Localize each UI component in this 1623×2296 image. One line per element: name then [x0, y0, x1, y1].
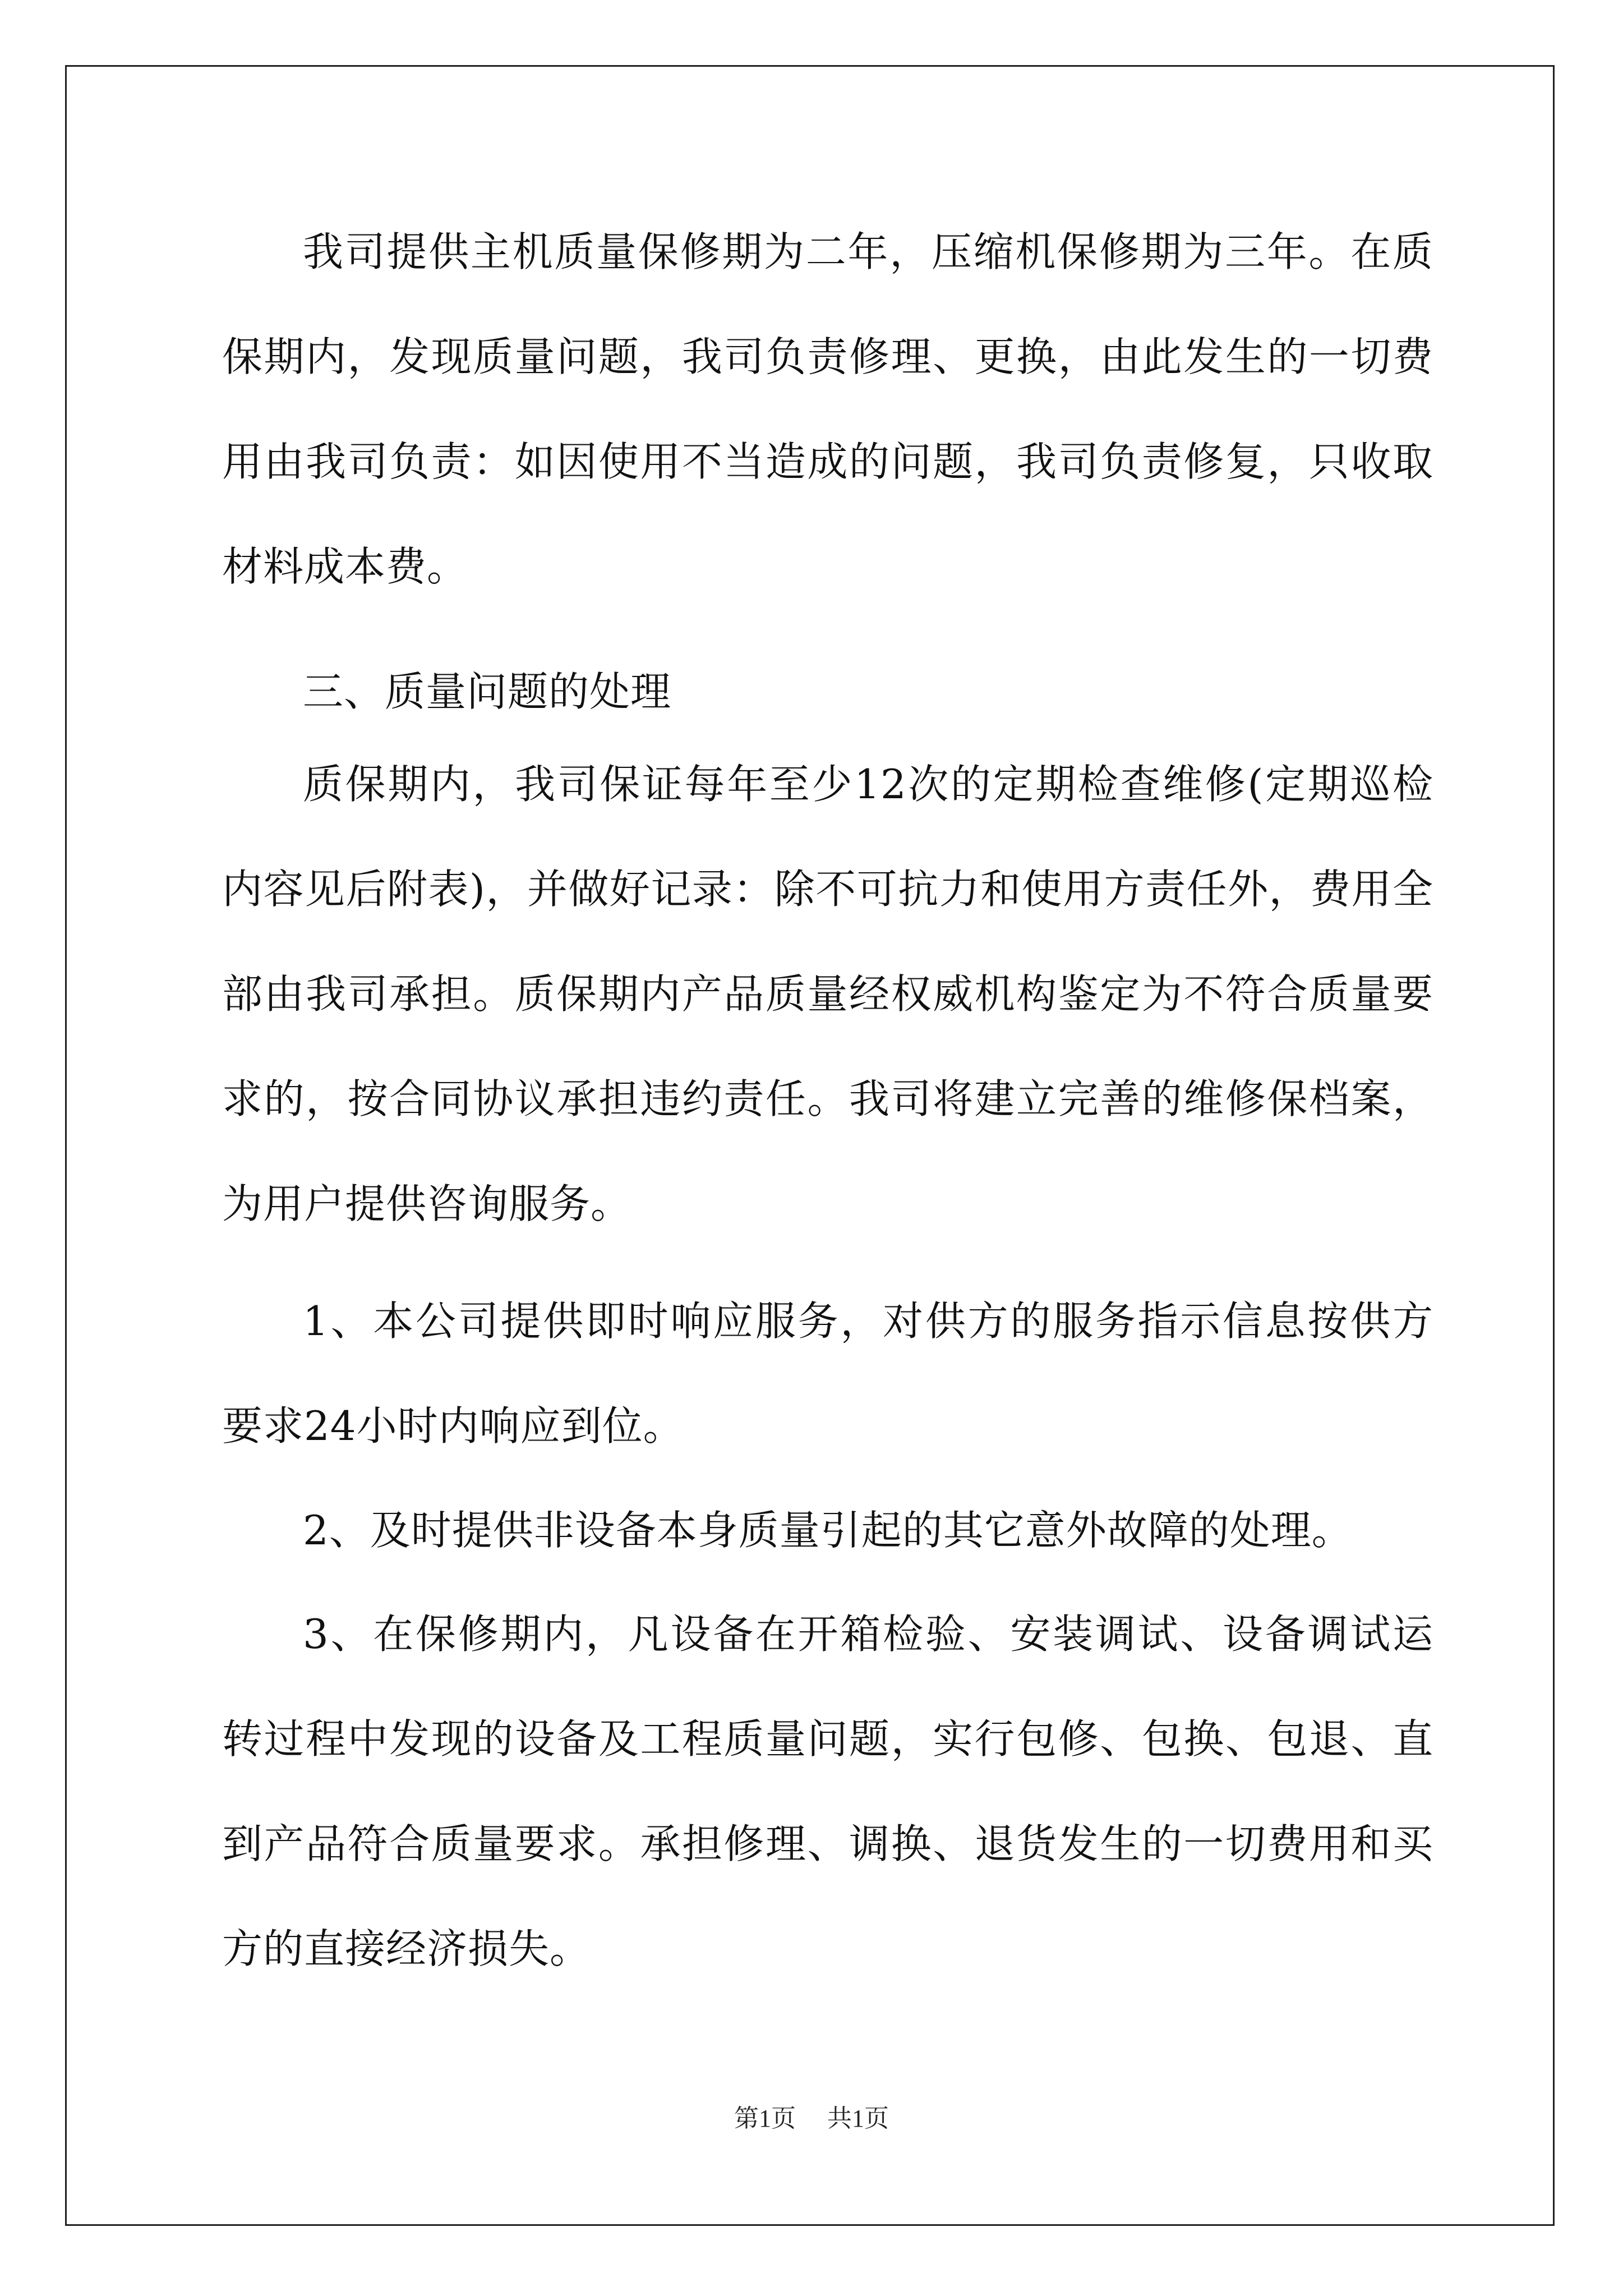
- paragraph-maintenance-inspection: 质保期内，我司保证每年至少12次的定期检查维修(定期巡检内容见后附表)，并做好记录：除不可抗力和使用方责任外，费用全部由我司承担。质保期内产品质量经权威机构鉴定为不符合质量要求的，按合同协议承担违约责任。我司将建立完善的维修保档案，为用户提供咨询服务。: [222, 761, 1433, 1227]
- list-item-accidental-faults: 2、及时提供非设备本身质量引起的其它意外故障的处理。: [303, 1507, 1353, 1554]
- page-number-total: 共1页: [827, 2105, 889, 2132]
- section-heading-quality-issues: 三、质量问题的处理: [303, 668, 672, 715]
- page-footer: [0, 2098, 1623, 2134]
- list-item-response-service: 1、本公司提供即时响应服务，对供方的服务指示信息按供方要求24小时内响应到位。: [222, 1297, 1433, 1450]
- list-item-warranty-repairs: 3、在保修期内，凡设备在开箱检验、安装调试、设备调试运转过程中发现的设备及工程质量问题，实行包修、包换、包退、直到产品符合质量要求。承担修理、调换、退货发生的一切费用和买方的直接经济损失。: [222, 1611, 1433, 1972]
- paragraph-warranty-period: 我司提供主机质量保修期为二年，压缩机保修期为三年。在质保期内，发现质量问题，我司负责修理、更换，由此发生的一切费用由我司负责：如因使用不当造成的问题，我司负责修复，只收取材料成本费。: [222, 228, 1433, 590]
- page-number-current: 第1页: [734, 2105, 796, 2132]
